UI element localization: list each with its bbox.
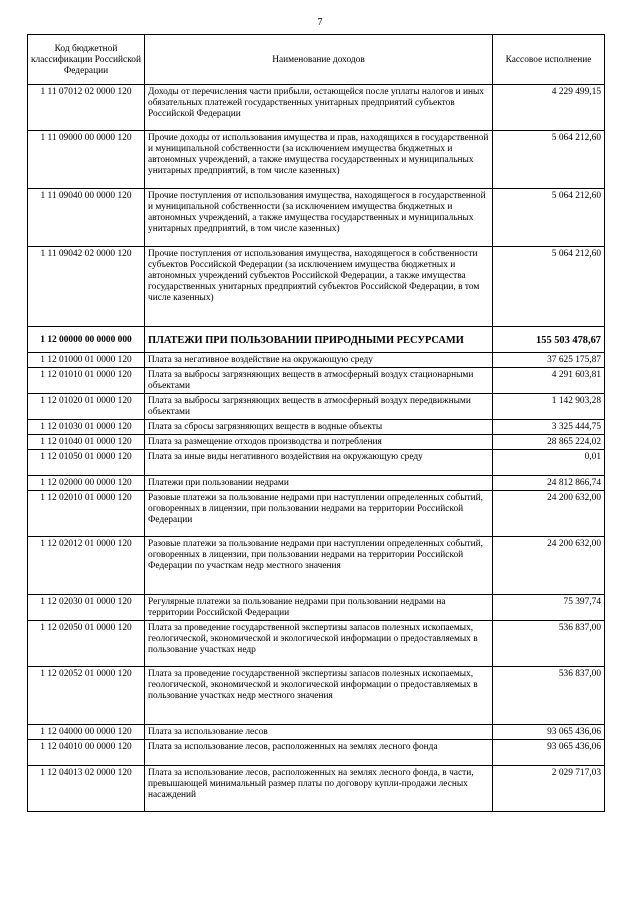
row-amount: 536 837,00 xyxy=(493,621,605,667)
row-code: 1 12 01010 01 0000 120 xyxy=(28,368,145,394)
row-code: 1 12 01040 01 0000 120 xyxy=(28,435,145,450)
row-name: Плата за сбросы загрязняющих веществ в водные объекты xyxy=(145,420,493,435)
row-name: Плата за выбросы загрязняющих веществ в атмосферный воздух стационарными объектами xyxy=(145,368,493,394)
table-header-row xyxy=(28,35,605,85)
row-amount: 155 503 478,67 xyxy=(493,327,605,353)
row-code: 1 12 04000 00 0000 120 xyxy=(28,725,145,740)
row-code: 1 12 02030 01 0000 120 xyxy=(28,595,145,621)
row-name: Платежи при пользовании недрами xyxy=(145,476,493,491)
row-code: 1 12 02052 01 0000 120 xyxy=(28,667,145,725)
row-code: 1 12 02050 01 0000 120 xyxy=(28,621,145,667)
row-code: 1 12 02000 00 0000 120 xyxy=(28,476,145,491)
row-code: 1 11 09042 02 0000 120 xyxy=(28,247,145,327)
table-row xyxy=(28,420,605,435)
row-name: Разовые платежи за пользование недрами при наступлении определенных событий, оговоренных в лицензии, при пользовании недрами на территории Российской Федерации по участкам недр местного значения xyxy=(145,537,493,595)
row-code: 1 11 07012 02 0000 120 xyxy=(28,85,145,131)
row-code: 1 12 04010 00 0000 120 xyxy=(28,740,145,766)
table-row xyxy=(28,394,605,420)
header-amount: Кассовое исполнение xyxy=(493,35,605,85)
row-code: 1 12 02012 01 0000 120 xyxy=(28,537,145,595)
row-code: 1 12 01020 01 0000 120 xyxy=(28,394,145,420)
table-row xyxy=(28,435,605,450)
table-row xyxy=(28,327,605,353)
row-name: Доходы от перечисления части прибыли, остающейся после уплаты налогов и иных обязательных платежей государственных унитарных предприятий субъектов Российской Федерации xyxy=(145,85,493,131)
row-amount: 4 291 603,81 xyxy=(493,368,605,394)
row-code: 1 11 09000 00 0000 120 xyxy=(28,131,145,189)
row-amount: 1 142 903,28 xyxy=(493,394,605,420)
table-row xyxy=(28,621,605,667)
row-name: Плата за проведение государственной экспертизы запасов полезных ископаемых, геологической, экономической и экологической информации о предоставляемых в пользование участках недр местного значения xyxy=(145,667,493,725)
row-amount: 536 837,00 xyxy=(493,667,605,725)
row-code: 1 12 02010 01 0000 120 xyxy=(28,491,145,537)
row-amount: 93 065 436,06 xyxy=(493,740,605,766)
table-row xyxy=(28,353,605,368)
table-row xyxy=(28,740,605,766)
row-name: Плата за выбросы загрязняющих веществ в атмосферный воздух передвижными объектами xyxy=(145,394,493,420)
table-row xyxy=(28,725,605,740)
row-code: 1 12 01000 01 0000 120 xyxy=(28,353,145,368)
row-name: Регулярные платежи за пользование недрами при пользовании недрами на территории Российской Федерации xyxy=(145,595,493,621)
row-amount: 28 865 224,02 xyxy=(493,435,605,450)
revenue-table xyxy=(27,34,605,812)
row-amount: 3 325 444,75 xyxy=(493,420,605,435)
table-row xyxy=(28,667,605,725)
row-amount: 24 200 632,00 xyxy=(493,491,605,537)
row-amount: 2 029 717,03 xyxy=(493,766,605,812)
row-name: Прочие поступления от использования имущества, находящегося в государственной и муниципальной собственности (за исключением имущества бюджетных и автономных учреждений, а также имущества государственных и муниципальных унитарных предприятий, в том числе казенных) xyxy=(145,189,493,247)
table-row xyxy=(28,247,605,327)
row-name: Прочие поступления от использования имущества, находящегося в собственности субъектов Российской Федерации (за исключением имущества бюджетных и автономных учреждений субъектов Российской Федерации, а также имущества государственных унитарных предприятий субъектов Российской Федерации, в том числе казенных) xyxy=(145,247,493,327)
row-amount: 24 200 632,00 xyxy=(493,537,605,595)
row-amount: 4 229 499,15 xyxy=(493,85,605,131)
row-code: 1 11 09040 00 0000 120 xyxy=(28,189,145,247)
header-name: Наименование доходов xyxy=(145,35,493,85)
row-amount: 5 064 212,60 xyxy=(493,189,605,247)
row-name: Разовые платежи за пользование недрами при наступлении определенных событий, оговоренных в лицензии, при пользовании недрами на территории Российской Федерации xyxy=(145,491,493,537)
table-row xyxy=(28,766,605,812)
row-amount: 37 625 175,87 xyxy=(493,353,605,368)
row-amount: 5 064 212,60 xyxy=(493,247,605,327)
table-row xyxy=(28,450,605,476)
row-name: Плата за использование лесов xyxy=(145,725,493,740)
table-row xyxy=(28,85,605,131)
row-code: 1 12 04013 02 0000 120 xyxy=(28,766,145,812)
header-code: Код бюджетной классификации Российской Федерации xyxy=(28,35,145,85)
table-row xyxy=(28,476,605,491)
row-name: Плата за проведение государственной экспертизы запасов полезных ископаемых, геологической, экономической и экологической информации о предоставляемых в пользование участках недр xyxy=(145,621,493,667)
row-name: Плата за иные виды негативного воздействия на окружающую среду xyxy=(145,450,493,476)
row-amount: 93 065 436,06 xyxy=(493,725,605,740)
row-name: Прочие доходы от использования имущества и прав, находящихся в государственной и муниципальной собственности (за исключением имущества бюджетных и автономных учреждений, а также имущества государственных и муниципальных унитарных предприятий, в том числе казенных) xyxy=(145,131,493,189)
row-amount: 75 397,74 xyxy=(493,595,605,621)
row-name: Плата за использование лесов, расположенных на землях лесного фонда, в части, превышающей минимальный размер платы по договору купли-продажи лесных насаждений xyxy=(145,766,493,812)
page-number: 7 xyxy=(317,17,323,28)
row-name: ПЛАТЕЖИ ПРИ ПОЛЬЗОВАНИИ ПРИРОДНЫМИ РЕСУРСАМИ xyxy=(145,327,493,353)
table-row xyxy=(28,595,605,621)
row-amount: 5 064 212,60 xyxy=(493,131,605,189)
table-row xyxy=(28,491,605,537)
table-row xyxy=(28,368,605,394)
table-row xyxy=(28,189,605,247)
row-amount: 24 812 866,74 xyxy=(493,476,605,491)
row-amount: 0,01 xyxy=(493,450,605,476)
row-name: Плата за размещение отходов производства и потребления xyxy=(145,435,493,450)
table-row xyxy=(28,131,605,189)
table-row xyxy=(28,537,605,595)
row-code: 1 12 01030 01 0000 120 xyxy=(28,420,145,435)
row-code: 1 12 00000 00 0000 000 xyxy=(28,327,145,353)
row-name: Плата за негативное воздействие на окружающую среду xyxy=(145,353,493,368)
row-name: Плата за использование лесов, расположенных на землях лесного фонда xyxy=(145,740,493,766)
row-code: 1 12 01050 01 0000 120 xyxy=(28,450,145,476)
